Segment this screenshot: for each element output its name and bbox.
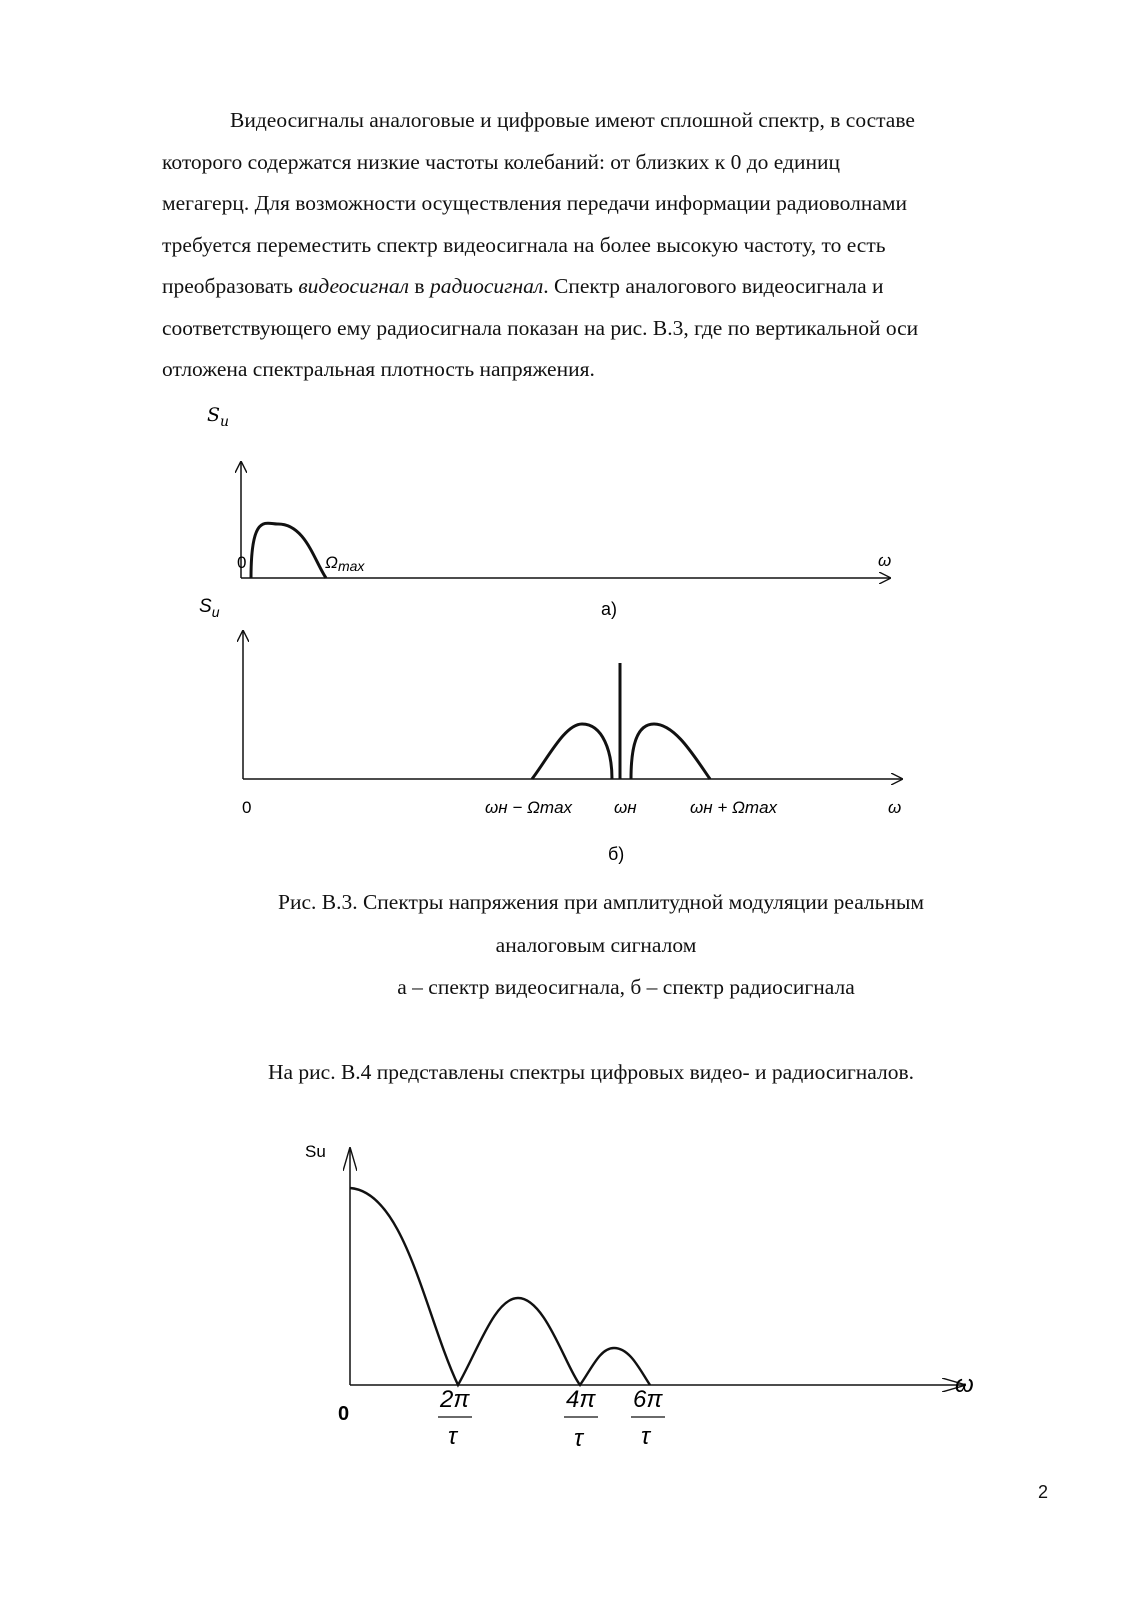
italic-term: радиосигнал [429,274,544,298]
tick-denominator: τ [448,1423,457,1450]
lower-sideband-curve [532,724,612,779]
tick-label-6pi [631,1386,665,1450]
sinc-spectrum-curve [350,1188,650,1385]
figure-caption: Рис. В.3. Спектры напряжения при амплитудной модуляции реальным [277,890,925,914]
tick-numerator: 6π [633,1386,663,1413]
origin-label: 0 [242,798,252,817]
italic-term: видеосигнал [298,274,410,298]
origin-label: 0 [237,553,247,572]
text-run: . Спектр аналогового видеосигнала и [543,274,884,298]
paragraph-line: которого содержатся низкие частоты колебаний: от близких к 0 до единиц [162,149,840,174]
x-axis-label: ω [878,551,892,570]
text-run: в [409,274,430,298]
paragraph-line: Видеосигналы аналоговые и цифровые имеют сплошной спектр, в составе [230,108,915,132]
figure-caption: аналоговым сигналом [495,933,697,957]
body-paragraph: На рис. В.4 представлены спектры цифровых видео- и радиосигналов. [267,1060,915,1084]
y-axis-label: Su [305,1142,326,1161]
paragraph-line: мегагерц. Для возможности осуществления передачи информации радиоволнами [162,191,907,215]
tick-numerator: 4π [566,1386,596,1413]
figure-b4 [0,1130,1132,1460]
tick-label-2pi [438,1386,472,1450]
y-axis-label: $S_u$ [199,596,220,620]
omega-max-label: Ωmax [325,553,365,574]
paragraph-line: отложена спектральная плотность напряжения. [162,357,595,381]
figure-caption: а – спектр видеосигнала, б – спектр радиосигнала [397,975,855,999]
x-axis-label: ω [888,798,902,817]
panel-label: б) [608,844,625,864]
panel-a [207,404,891,619]
tick-numerator: 2π [440,1386,470,1413]
page-number: 2 [1037,1482,1048,1502]
tick-label-4pi [564,1386,598,1452]
upper-sideband-curve [631,724,710,779]
upper-band-label: ωн + Ωmax [690,798,778,817]
paragraph-line: соответствующего ему радиосигнала показан на рис. В.3, где по вертикальной оси [162,315,919,340]
tick-denominator: τ [574,1425,583,1452]
origin-label: 0 [338,1403,350,1425]
y-axis-label: $S_u$ [207,404,230,430]
lower-band-label: ωн − Ωmax [485,798,573,817]
x-axis-label: ω [955,1371,974,1398]
video-spectrum-curve [251,523,326,578]
carrier-label: ωн [614,798,637,817]
text-run: преобразовать [162,274,299,298]
paragraph-line: требуется переместить спектр видеосигнала на более высокую частоту, то есть [162,232,886,257]
panel-label: а) [601,599,618,619]
tick-denominator: τ [641,1423,650,1450]
panel-b [199,596,902,864]
